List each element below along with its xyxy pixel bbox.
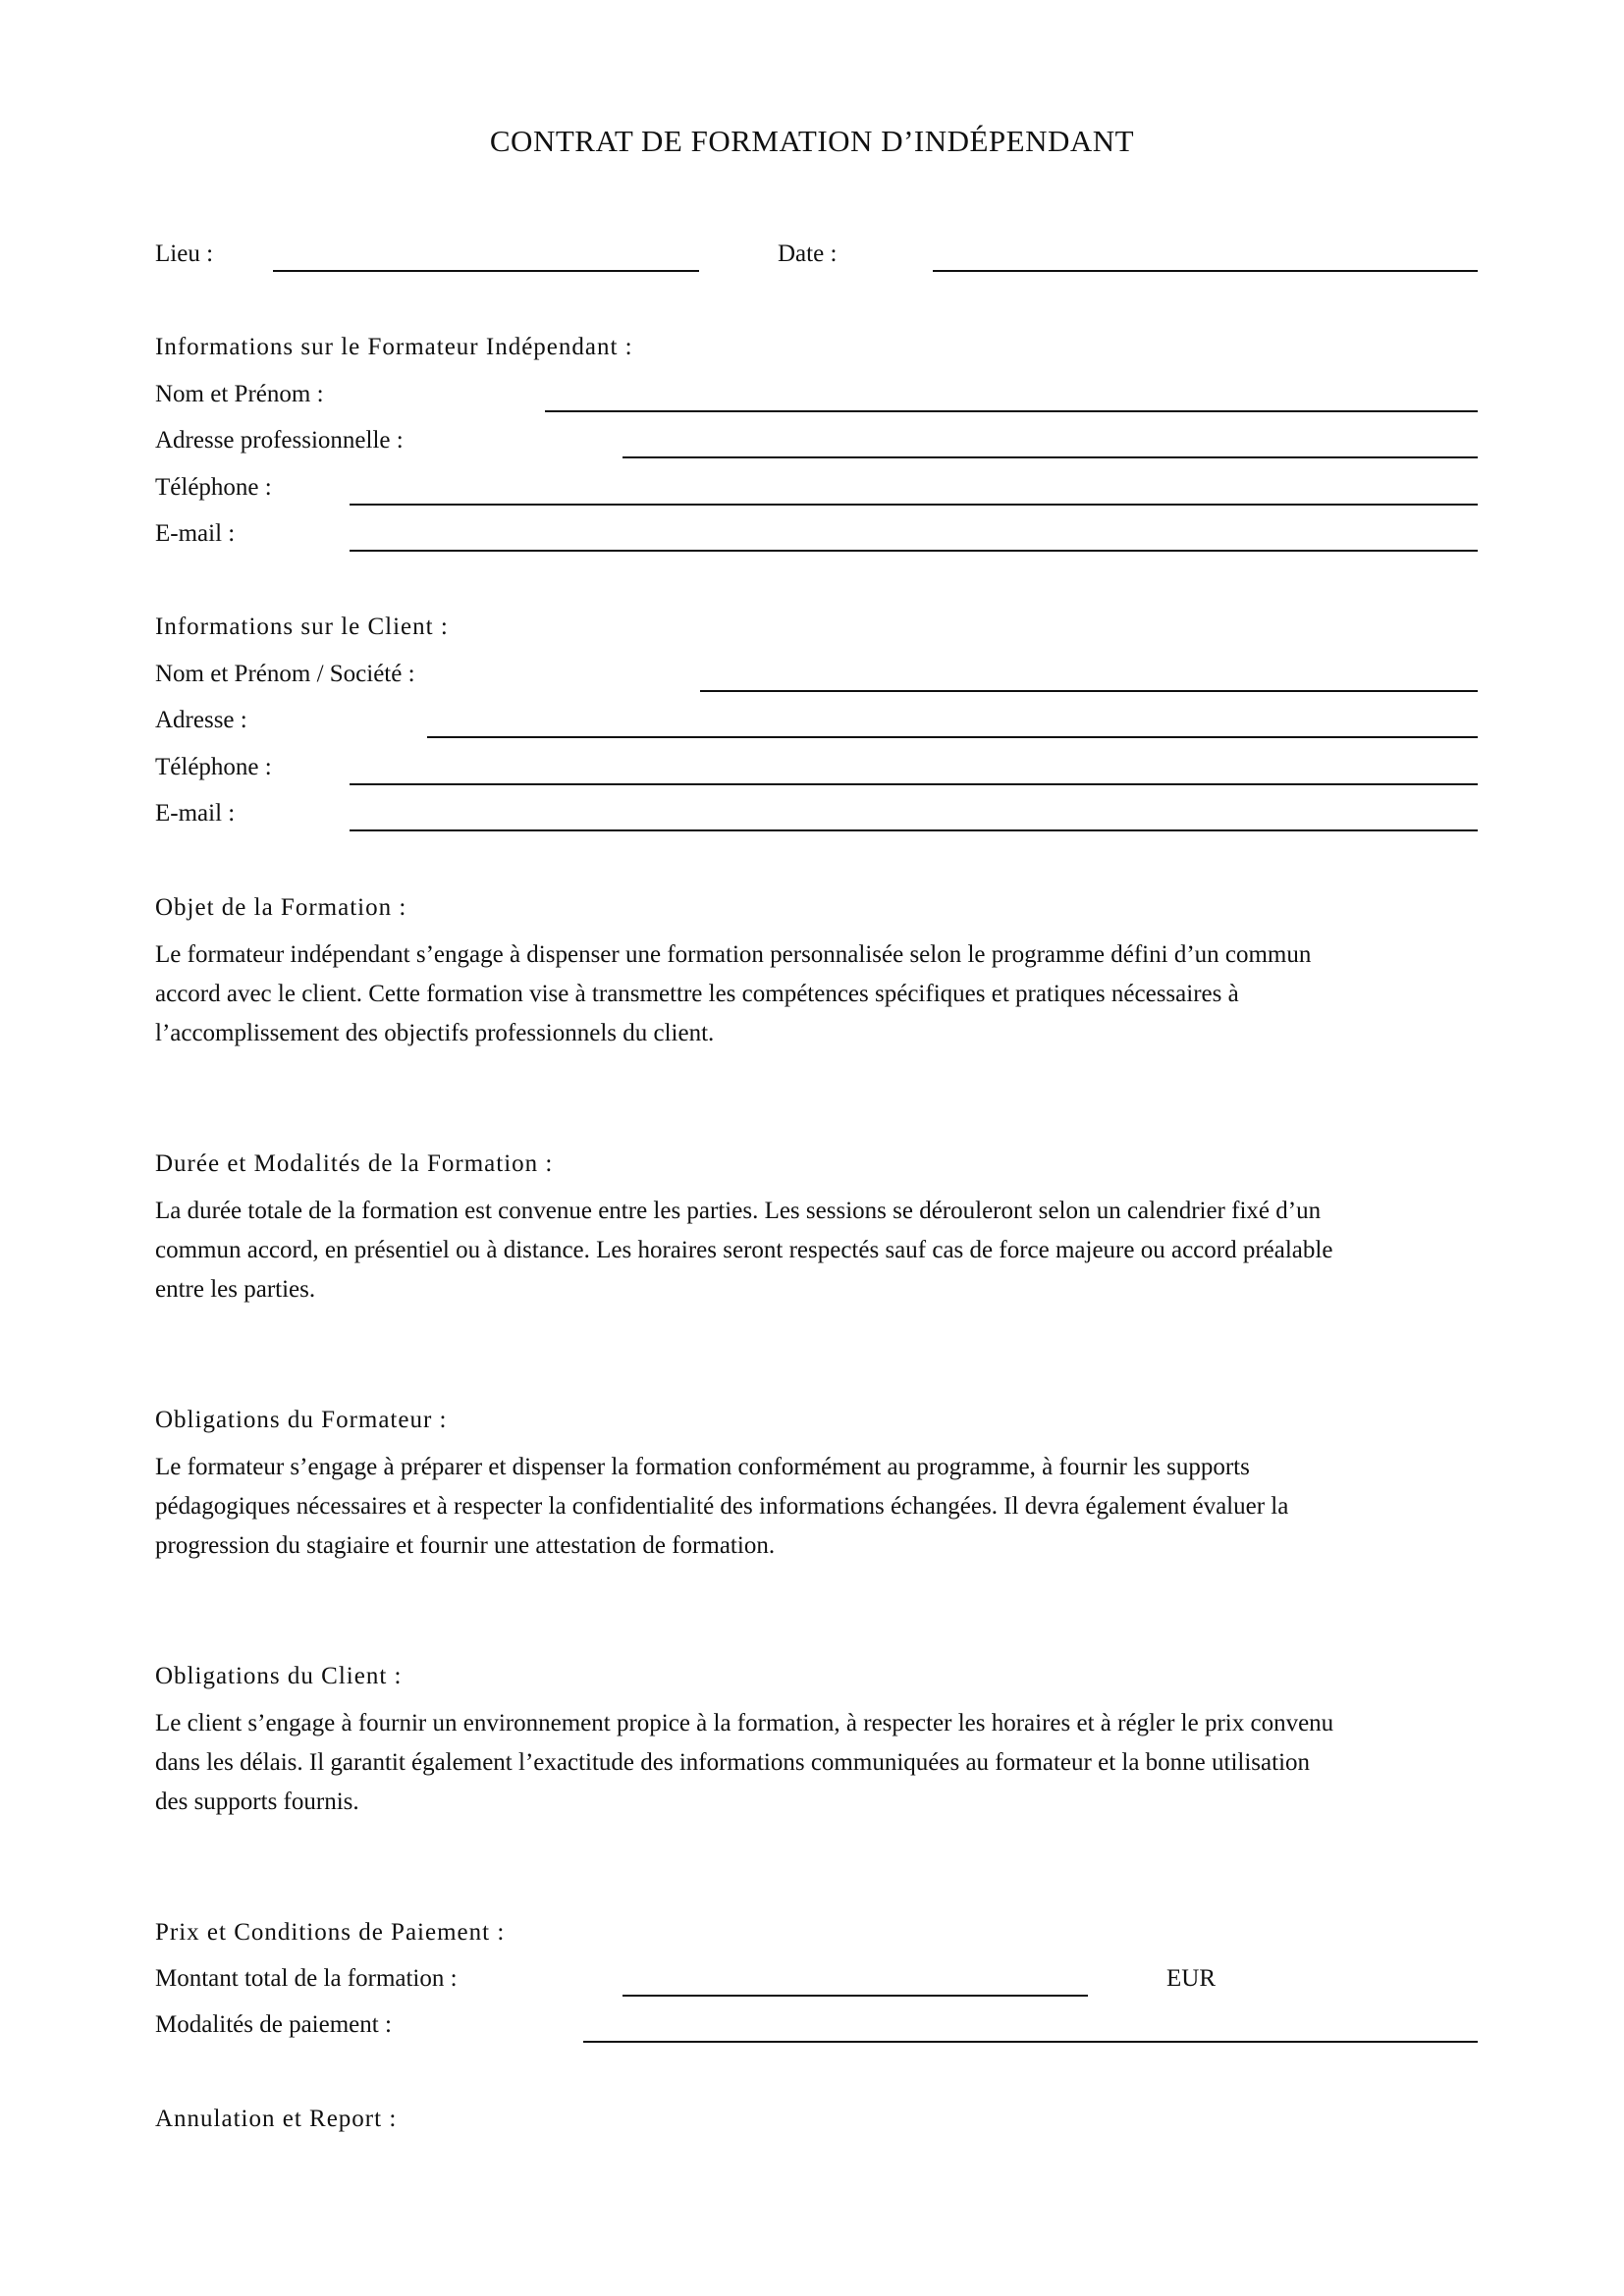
duree-line: entre les parties.	[155, 1276, 316, 1303]
lieu-field[interactable]	[273, 270, 699, 272]
trainer-section-heading: Informations sur le Formateur Indépendant :	[155, 334, 633, 360]
annulation-heading: Annulation et Report :	[155, 2106, 398, 2132]
date-field[interactable]	[933, 270, 1478, 272]
duree-line: La durée totale de la formation est convenue entre les parties. Les sessions se dérouleront selon un calendrier fixé d’un	[155, 1198, 1322, 1224]
obligations-formateur-paragraph	[155, 1448, 1481, 1566]
obligations-client-line: Le client s’engage à fournir un environnement propice à la formation, à respecter les horaires et à régler le prix convenu	[155, 1710, 1334, 1736]
objet-line: accord avec le client. Cette formation vise à transmettre les compétences spécifiques et pratiques nécessaires à	[155, 981, 1239, 1007]
objet-line: l’accomplissement des objectifs professionnels du client.	[155, 1020, 715, 1046]
client-name-label: Nom et Prénom / Société :	[155, 661, 415, 687]
trainer-name-field[interactable]	[545, 410, 1478, 412]
duree-paragraph	[155, 1192, 1481, 1309]
client-phone-field[interactable]	[350, 783, 1478, 785]
duree-line: commun accord, en présentiel ou à distance. Les horaires seront respectés sauf cas de force majeure ou accord préalable	[155, 1237, 1333, 1263]
date-label: Date :	[778, 240, 838, 267]
client-address-field[interactable]	[427, 736, 1478, 738]
client-name-field[interactable]	[700, 690, 1478, 692]
prix-heading: Prix et Conditions de Paiement :	[155, 1919, 506, 1946]
currency-label: EUR	[1166, 1965, 1216, 1992]
client-section-heading: Informations sur le Client :	[155, 614, 449, 640]
trainer-email-label: E-mail :	[155, 520, 236, 547]
client-email-label: E-mail :	[155, 800, 236, 827]
obligations-formateur-line: Le formateur s’engage à préparer et dispenser la formation conformément au programme, à fournir les supports	[155, 1454, 1250, 1480]
amount-field[interactable]	[623, 1995, 1088, 1997]
duree-heading: Durée et Modalités de la Formation :	[155, 1150, 554, 1177]
client-email-field[interactable]	[350, 829, 1478, 831]
client-address-label: Adresse :	[155, 707, 247, 733]
obligations-client-line: dans les délais. Il garantit également l’exactitude des informations communiquées au formateur et la bonne utilisation	[155, 1749, 1311, 1776]
objet-paragraph	[155, 935, 1481, 1053]
client-phone-label: Téléphone :	[155, 754, 272, 780]
objet-line: Le formateur indépendant s’engage à dispenser une formation personnalisée selon le programme défini d’un commun	[155, 941, 1312, 968]
obligations-formateur-heading: Obligations du Formateur :	[155, 1407, 448, 1433]
obligations-client-heading: Obligations du Client :	[155, 1663, 403, 1689]
obligations-formateur-line: progression du stagiaire et fournir une attestation de formation.	[155, 1532, 776, 1559]
payment-terms-field[interactable]	[583, 2041, 1478, 2043]
trainer-address-field[interactable]	[623, 456, 1478, 458]
obligations-client-paragraph	[155, 1704, 1481, 1822]
lieu-label: Lieu :	[155, 240, 214, 267]
trainer-name-label: Nom et Prénom :	[155, 381, 324, 407]
trainer-phone-label: Téléphone :	[155, 474, 272, 501]
amount-label: Montant total de la formation :	[155, 1965, 458, 1992]
trainer-email-field[interactable]	[350, 550, 1478, 552]
trainer-address-label: Adresse professionnelle :	[155, 427, 404, 454]
objet-heading: Objet de la Formation :	[155, 894, 407, 921]
obligations-client-line: des supports fournis.	[155, 1789, 359, 1815]
document-title: CONTRAT DE FORMATION D’INDÉPENDANT	[489, 124, 1135, 158]
obligations-formateur-line: pédagogiques nécessaires et à respecter la confidentialité des informations échangées. Il devra également évaluer la	[155, 1493, 1289, 1520]
trainer-phone-field[interactable]	[350, 504, 1478, 506]
payment-terms-label: Modalités de paiement :	[155, 2011, 392, 2038]
